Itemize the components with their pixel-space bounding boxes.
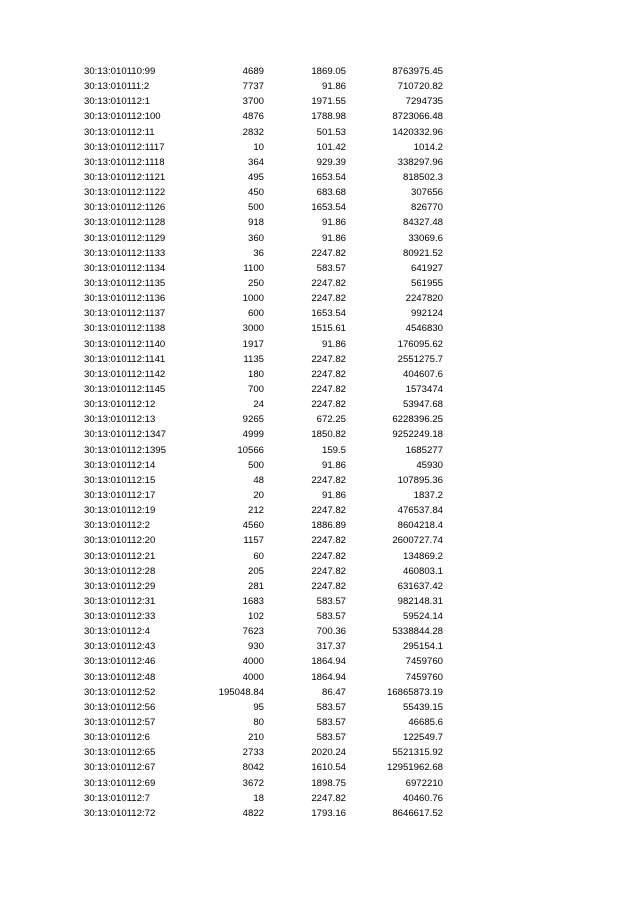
area-cell: 102 <box>247 611 264 623</box>
table-row <box>84 321 444 336</box>
table-row <box>84 564 444 579</box>
area-cell: 3700 <box>242 96 264 108</box>
area-cell: 1683 <box>242 595 264 607</box>
area-cell: 3672 <box>242 777 264 789</box>
value-cell: 307656 <box>410 187 443 199</box>
value-cell: 2551275.7 <box>397 353 443 365</box>
value-cell: 7294735 <box>405 96 443 108</box>
value-cell: 5521315.92 <box>392 747 443 759</box>
cadastral-number-cell: 30:13:010112:6 <box>84 732 150 744</box>
cadastral-number-cell: 30:13:010112:67 <box>84 762 156 774</box>
cadastral-number-cell: 30:13:010112:33 <box>84 611 156 623</box>
value-cell: 134869.2 <box>402 550 443 562</box>
table-row <box>84 94 444 109</box>
table-row <box>84 291 444 306</box>
table-row <box>84 685 444 700</box>
rate-cell: 2247.82 <box>311 383 346 395</box>
cadastral-number-cell: 30:13:010112:1122 <box>84 187 166 199</box>
area-cell: 3000 <box>242 323 264 335</box>
rate-cell: 1793.16 <box>311 807 346 819</box>
rate-cell: 2247.82 <box>311 474 346 486</box>
rate-cell: 1886.89 <box>311 520 346 532</box>
area-cell: 495 <box>247 171 264 183</box>
table-row <box>84 397 444 412</box>
table-row <box>84 443 444 458</box>
table-row <box>84 639 444 654</box>
cadastral-number-cell: 30:13:010112:28 <box>84 565 156 577</box>
value-cell: 818502.3 <box>402 171 443 183</box>
value-cell: 8723066.48 <box>392 111 443 123</box>
cadastral-number-cell: 30:13:010112:1136 <box>84 293 166 305</box>
area-cell: 930 <box>247 641 264 653</box>
rate-cell: 1864.94 <box>311 656 346 668</box>
rate-cell: 317.37 <box>316 641 346 653</box>
value-cell: 8763975.45 <box>392 66 443 77</box>
value-cell: 710720.82 <box>397 81 443 93</box>
area-cell: 80 <box>253 717 264 729</box>
rate-cell: 91.86 <box>321 459 346 471</box>
cadastral-number-cell: 30:13:010112:43 <box>84 641 156 653</box>
table-row <box>84 791 444 806</box>
rate-cell: 1971.55 <box>311 96 346 108</box>
area-cell: 250 <box>247 277 264 289</box>
area-cell: 500 <box>247 459 264 471</box>
value-cell: 1014.2 <box>413 141 443 153</box>
cadastral-number-cell: 30:13:010112:2 <box>84 520 150 532</box>
area-cell: 24 <box>253 399 264 411</box>
value-cell: 2247820 <box>405 293 443 305</box>
value-cell: 992124 <box>410 308 443 320</box>
rate-cell: 1788.98 <box>311 111 346 123</box>
area-cell: 10 <box>253 141 264 153</box>
table-row <box>84 246 444 261</box>
cadastral-number-cell: 30:13:010112:1395 <box>84 444 166 456</box>
value-cell: 1685277 <box>405 444 443 456</box>
rate-cell: 1653.54 <box>311 202 346 214</box>
table-row <box>84 276 444 291</box>
cadastral-number-cell: 30:13:010112:1140 <box>84 338 166 350</box>
table-row <box>84 609 444 624</box>
rate-cell: 91.86 <box>321 232 346 244</box>
table-row <box>84 730 444 745</box>
value-cell: 6972210 <box>405 777 443 789</box>
area-cell: 18 <box>253 792 264 804</box>
area-cell: 1135 <box>243 353 264 365</box>
value-cell: 4546830 <box>405 323 443 335</box>
rate-cell: 583.57 <box>316 262 346 274</box>
cadastral-number-cell: 30:13:010112:1 <box>84 96 150 108</box>
area-cell: 212 <box>247 505 264 517</box>
value-cell: 641927 <box>410 262 443 274</box>
value-cell: 107895.36 <box>397 474 443 486</box>
area-cell: 4000 <box>242 671 264 683</box>
area-cell: 60 <box>253 550 264 562</box>
area-cell: 7737 <box>242 81 264 93</box>
cadastral-number-cell: 30:13:010112:19 <box>84 505 156 517</box>
area-cell: 210 <box>247 732 264 744</box>
area-cell: 4822 <box>242 807 264 819</box>
value-cell: 8604218.4 <box>397 520 443 532</box>
table-row <box>84 488 444 503</box>
rate-cell: 91.86 <box>321 338 346 350</box>
area-cell: 20 <box>253 489 264 501</box>
cadastral-number-cell: 30:13:010112:1142 <box>84 368 166 380</box>
table-row <box>84 700 444 715</box>
cadastral-number-cell: 30:13:010112:1138 <box>84 323 166 335</box>
value-cell: 33069.6 <box>408 232 443 244</box>
rate-cell: 583.57 <box>316 732 346 744</box>
value-cell: 5338844.28 <box>392 626 443 638</box>
cadastral-number-cell: 30:13:010112:1347 <box>84 429 166 441</box>
area-cell: 364 <box>247 156 264 168</box>
rate-cell: 2247.82 <box>311 505 346 517</box>
table-row <box>84 412 444 427</box>
rate-cell: 1898.75 <box>311 777 346 789</box>
value-cell: 16865873.19 <box>386 686 443 698</box>
rate-cell: 159.5 <box>321 444 346 456</box>
value-cell: 53947.68 <box>402 399 443 411</box>
rate-cell: 91.86 <box>321 217 346 229</box>
table-row <box>84 109 444 124</box>
rate-cell: 583.57 <box>316 611 346 623</box>
rate-cell: 2247.82 <box>311 399 346 411</box>
rate-cell: 91.86 <box>321 489 346 501</box>
value-cell: 1837.2 <box>413 489 443 501</box>
cadastral-number-cell: 30:13:010112:1118 <box>84 156 165 168</box>
cadastral-number-cell: 30:13:010112:7 <box>84 792 150 804</box>
cadastral-number-cell: 30:13:010112:4 <box>84 626 150 638</box>
area-cell: 1000 <box>242 293 264 305</box>
table-row <box>84 458 444 473</box>
table-row <box>84 670 444 685</box>
value-cell: 338297.96 <box>397 156 443 168</box>
cadastral-number-cell: 30:13:010112:1141 <box>84 353 166 365</box>
rate-cell: 2247.82 <box>311 353 346 365</box>
table-row <box>84 624 444 639</box>
area-cell: 4560 <box>242 520 264 532</box>
data-table <box>84 64 444 821</box>
table-row <box>84 215 444 230</box>
cadastral-number-cell: 30:13:010112:14 <box>84 459 156 471</box>
cadastral-number-cell: 30:13:010112:20 <box>84 535 156 547</box>
value-cell: 404607.6 <box>402 368 443 380</box>
table-row <box>84 170 444 185</box>
area-cell: 2832 <box>242 126 264 138</box>
rate-cell: 1515.61 <box>311 323 346 335</box>
cadastral-number-cell: 30:13:010112:56 <box>84 701 156 713</box>
cadastral-number-cell: 30:13:010112:1134 <box>84 262 166 274</box>
area-cell: 205 <box>247 565 264 577</box>
value-cell: 295154.1 <box>402 641 443 653</box>
cadastral-number-cell: 30:13:010112:69 <box>84 777 156 789</box>
table-row <box>84 427 444 442</box>
rate-cell: 1869.05 <box>311 66 346 77</box>
area-cell: 10566 <box>237 444 264 456</box>
area-cell: 180 <box>247 368 264 380</box>
value-cell: 84327.48 <box>402 217 443 229</box>
table-row <box>84 473 444 488</box>
rate-cell: 2020.24 <box>311 747 346 759</box>
rate-cell: 1653.54 <box>311 308 346 320</box>
rate-cell: 101.42 <box>316 141 346 153</box>
rate-cell: 1610.54 <box>311 762 346 774</box>
rate-cell: 501.53 <box>316 126 346 138</box>
table-row <box>84 337 444 352</box>
value-cell: 982148.31 <box>397 595 443 607</box>
table-row <box>84 79 444 94</box>
area-cell: 500 <box>247 202 264 214</box>
rate-cell: 2247.82 <box>311 792 346 804</box>
area-cell: 1100 <box>243 262 264 274</box>
cadastral-number-cell: 30:13:010112:46 <box>84 656 156 668</box>
table-row <box>84 518 444 533</box>
value-cell: 7459760 <box>405 656 443 668</box>
cadastral-number-cell: 30:13:010112:100 <box>84 111 161 123</box>
table-row <box>84 533 444 548</box>
table-row <box>84 594 444 609</box>
value-cell: 1420332.96 <box>392 126 443 138</box>
area-cell: 4999 <box>242 429 264 441</box>
table-row <box>84 367 444 382</box>
rate-cell: 583.57 <box>316 717 346 729</box>
value-cell: 1573474 <box>405 383 443 395</box>
table-row <box>84 549 444 564</box>
area-cell: 918 <box>247 217 264 229</box>
value-cell: 6228396.25 <box>392 414 443 426</box>
cadastral-number-cell: 30:13:010112:1135 <box>84 277 166 289</box>
value-cell: 46685.6 <box>408 717 443 729</box>
value-cell: 460803.1 <box>402 565 443 577</box>
cadastral-number-cell: 30:13:010112:48 <box>84 671 156 683</box>
area-cell: 450 <box>247 187 264 199</box>
rate-cell: 2247.82 <box>311 550 346 562</box>
value-cell: 7459760 <box>405 671 443 683</box>
table-row <box>84 806 444 821</box>
cadastral-number-cell: 30:13:010112:1126 <box>84 202 166 214</box>
value-cell: 12951962.68 <box>386 762 443 774</box>
rate-cell: 683.68 <box>316 187 346 199</box>
cadastral-number-cell: 30:13:010112:1128 <box>84 217 166 229</box>
rate-cell: 672.25 <box>316 414 346 426</box>
cadastral-number-cell: 30:13:010112:21 <box>84 550 156 562</box>
value-cell: 45930 <box>416 459 443 471</box>
cadastral-number-cell: 30:13:010110:99 <box>84 66 156 77</box>
area-cell: 36 <box>253 247 264 259</box>
table-row <box>84 231 444 246</box>
cadastral-number-cell: 30:13:010112:57 <box>84 717 156 729</box>
area-cell: 600 <box>247 308 264 320</box>
table-row <box>84 579 444 594</box>
rate-cell: 2247.82 <box>311 247 346 259</box>
table-row <box>84 382 444 397</box>
value-cell: 176095.62 <box>397 338 443 350</box>
table-row <box>84 654 444 669</box>
value-cell: 561955 <box>410 277 443 289</box>
cadastral-number-cell: 30:13:010112:65 <box>84 747 156 759</box>
area-cell: 95 <box>253 701 264 713</box>
cadastral-number-cell: 30:13:010112:72 <box>84 807 156 819</box>
rate-cell: 2247.82 <box>311 535 346 547</box>
cadastral-number-cell: 30:13:010112:11 <box>84 126 155 138</box>
rate-cell: 583.57 <box>316 701 346 713</box>
rate-cell: 2247.82 <box>311 580 346 592</box>
table-row <box>84 185 444 200</box>
rate-cell: 86.47 <box>321 686 346 698</box>
area-cell: 195048.84 <box>218 686 264 698</box>
area-cell: 360 <box>247 232 264 244</box>
cadastral-number-cell: 30:13:010112:1137 <box>84 308 166 320</box>
table-row <box>84 760 444 775</box>
cadastral-number-cell: 30:13:010112:1117 <box>84 141 165 153</box>
table-row <box>84 745 444 760</box>
cadastral-number-cell: 30:13:010112:31 <box>84 595 156 607</box>
cadastral-number-cell: 30:13:010112:15 <box>84 474 156 486</box>
area-cell: 9265 <box>242 414 264 426</box>
rate-cell: 583.57 <box>316 595 346 607</box>
rate-cell: 929.39 <box>316 156 346 168</box>
cadastral-number-cell: 30:13:010112:1121 <box>84 171 166 183</box>
value-cell: 55439.15 <box>402 701 443 713</box>
cadastral-number-cell: 30:13:010112:52 <box>84 686 156 698</box>
table-row <box>84 140 444 155</box>
value-cell: 476537.84 <box>397 505 443 517</box>
value-cell: 2600727.74 <box>392 535 443 547</box>
rate-cell: 2247.82 <box>311 565 346 577</box>
area-cell: 4689 <box>242 66 264 77</box>
value-cell: 631637.42 <box>397 580 443 592</box>
table-row <box>84 200 444 215</box>
area-cell: 281 <box>247 580 264 592</box>
cadastral-number-cell: 30:13:010112:12 <box>84 399 156 411</box>
table-row <box>84 64 444 79</box>
value-cell: 40460.76 <box>402 792 443 804</box>
area-cell: 8042 <box>242 762 264 774</box>
cadastral-number-cell: 30:13:010111:2 <box>84 81 150 93</box>
area-cell: 1917 <box>242 338 264 350</box>
table-row <box>84 306 444 321</box>
value-cell: 122549.7 <box>402 732 443 744</box>
value-cell: 9252249.18 <box>392 429 443 441</box>
table-row <box>84 125 444 140</box>
area-cell: 4876 <box>242 111 264 123</box>
area-cell: 7623 <box>242 626 264 638</box>
table-row <box>84 715 444 730</box>
rate-cell: 2247.82 <box>311 368 346 380</box>
value-cell: 59524.14 <box>402 611 443 623</box>
area-cell: 48 <box>253 474 264 486</box>
area-cell: 4000 <box>242 656 264 668</box>
rate-cell: 2247.82 <box>311 293 346 305</box>
rate-cell: 1864.94 <box>311 671 346 683</box>
cadastral-number-cell: 30:13:010112:17 <box>84 489 156 501</box>
area-cell: 1157 <box>243 535 264 547</box>
rate-cell: 1850.82 <box>311 429 346 441</box>
value-cell: 8646617.52 <box>392 807 443 819</box>
cadastral-number-cell: 30:13:010112:1145 <box>84 383 166 395</box>
cadastral-number-cell: 30:13:010112:1133 <box>84 247 166 259</box>
rate-cell: 2247.82 <box>311 277 346 289</box>
cadastral-number-cell: 30:13:010112:13 <box>84 414 156 426</box>
rate-cell: 700.36 <box>316 626 346 638</box>
value-cell: 80921.52 <box>402 247 443 259</box>
area-cell: 2733 <box>242 747 264 759</box>
cadastral-number-cell: 30:13:010112:29 <box>84 580 156 592</box>
table-row <box>84 155 444 170</box>
table-row <box>84 503 444 518</box>
table-row <box>84 776 444 791</box>
rate-cell: 1653.54 <box>311 171 346 183</box>
value-cell: 826770 <box>410 202 443 214</box>
cadastral-number-cell: 30:13:010112:1129 <box>84 232 166 244</box>
area-cell: 700 <box>247 383 264 395</box>
table-row <box>84 352 444 367</box>
table-row <box>84 261 444 276</box>
rate-cell: 91.86 <box>321 81 346 93</box>
